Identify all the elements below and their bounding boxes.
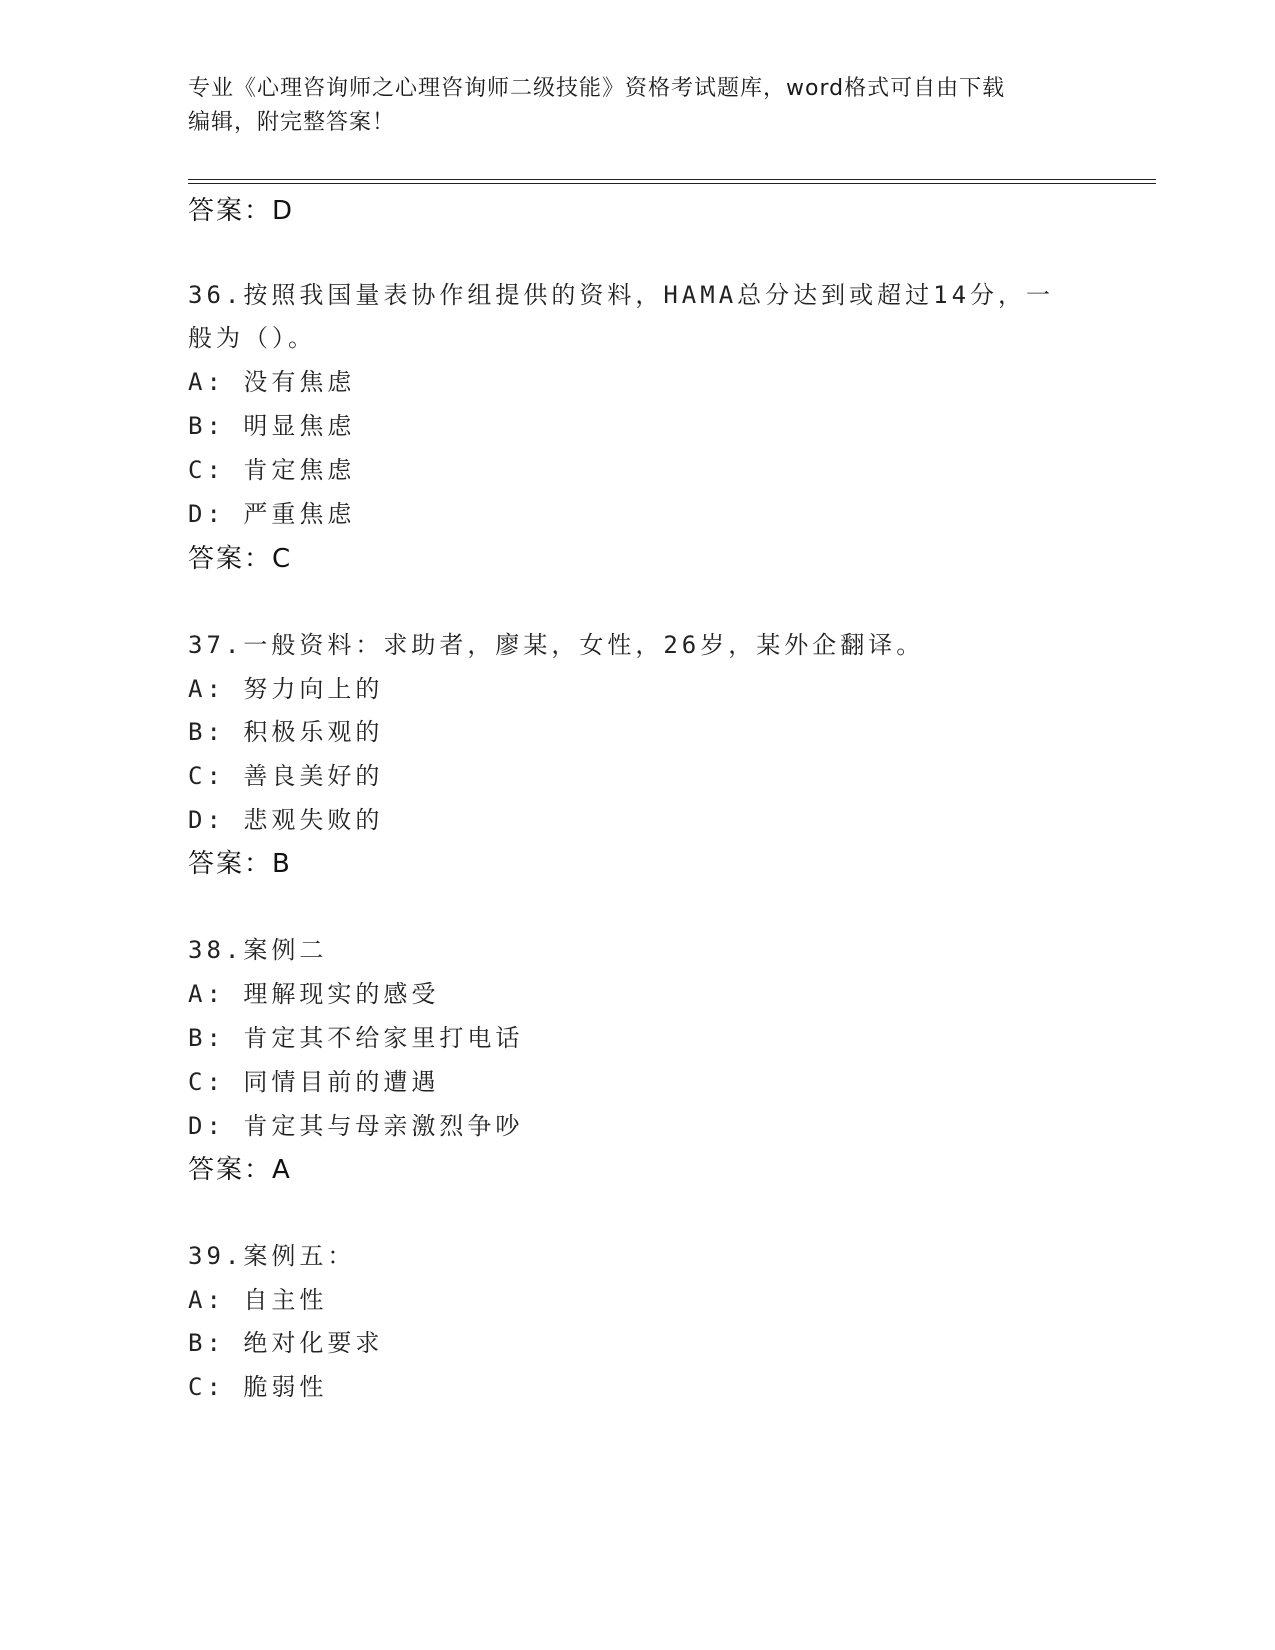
header-rule-top bbox=[188, 179, 1156, 180]
question-39-option-b: B: 绝对化要求 bbox=[188, 1329, 384, 1357]
question-37-option-a: A: 努力向上的 bbox=[188, 675, 384, 703]
question-39-option-a: A: 自主性 bbox=[188, 1286, 328, 1314]
question-36-option-b: B: 明显焦虑 bbox=[188, 412, 356, 440]
question-37-option-d: D: 悲观失败的 bbox=[188, 806, 384, 834]
question-36-answer: 答案：C bbox=[188, 544, 293, 574]
answer-previous: 答案：D bbox=[188, 196, 295, 226]
question-36-option-a: A: 没有焦虑 bbox=[188, 368, 356, 396]
question-39-option-c: C: 脆弱性 bbox=[188, 1373, 328, 1401]
question-36-stem-line-2: 般为（）。 bbox=[188, 324, 316, 352]
question-36-stem-line-1: 36.按照我国量表协作组提供的资料，HAMA总分达到或超过14分，一 bbox=[188, 281, 1055, 309]
question-36-option-c: C: 肯定焦虑 bbox=[188, 456, 356, 484]
question-37-answer: 答案：B bbox=[188, 849, 292, 879]
header-line-1: 专业《心理咨询师之心理咨询师二级技能》资格考试题库，word格式可自由下载 bbox=[188, 76, 1006, 101]
question-38-answer: 答案：A bbox=[188, 1155, 292, 1185]
question-38-option-a: A: 理解现实的感受 bbox=[188, 980, 440, 1008]
question-38-option-b: B: 肯定其不给家里打电话 bbox=[188, 1024, 524, 1052]
question-38-option-d: D: 肯定其与母亲激烈争吵 bbox=[188, 1112, 524, 1140]
question-38-option-c: C: 同情目前的遭遇 bbox=[188, 1068, 440, 1096]
header-rule-bottom bbox=[188, 183, 1156, 184]
question-37-option-b: B: 积极乐观的 bbox=[188, 718, 384, 746]
document-header bbox=[188, 72, 1088, 140]
header-line-2: 编辑，附完整答案！ bbox=[188, 110, 396, 135]
question-37-stem-line-1: 37.一般资料：求助者，廖某，女性，26岁，某外企翻译。 bbox=[188, 631, 925, 659]
question-39-stem-line-1: 39.案例五： bbox=[188, 1242, 356, 1270]
question-36-option-d: D: 严重焦虑 bbox=[188, 500, 356, 528]
question-37-option-c: C: 善良美好的 bbox=[188, 762, 384, 790]
question-38-stem-line-1: 38.案例二 bbox=[188, 936, 328, 964]
